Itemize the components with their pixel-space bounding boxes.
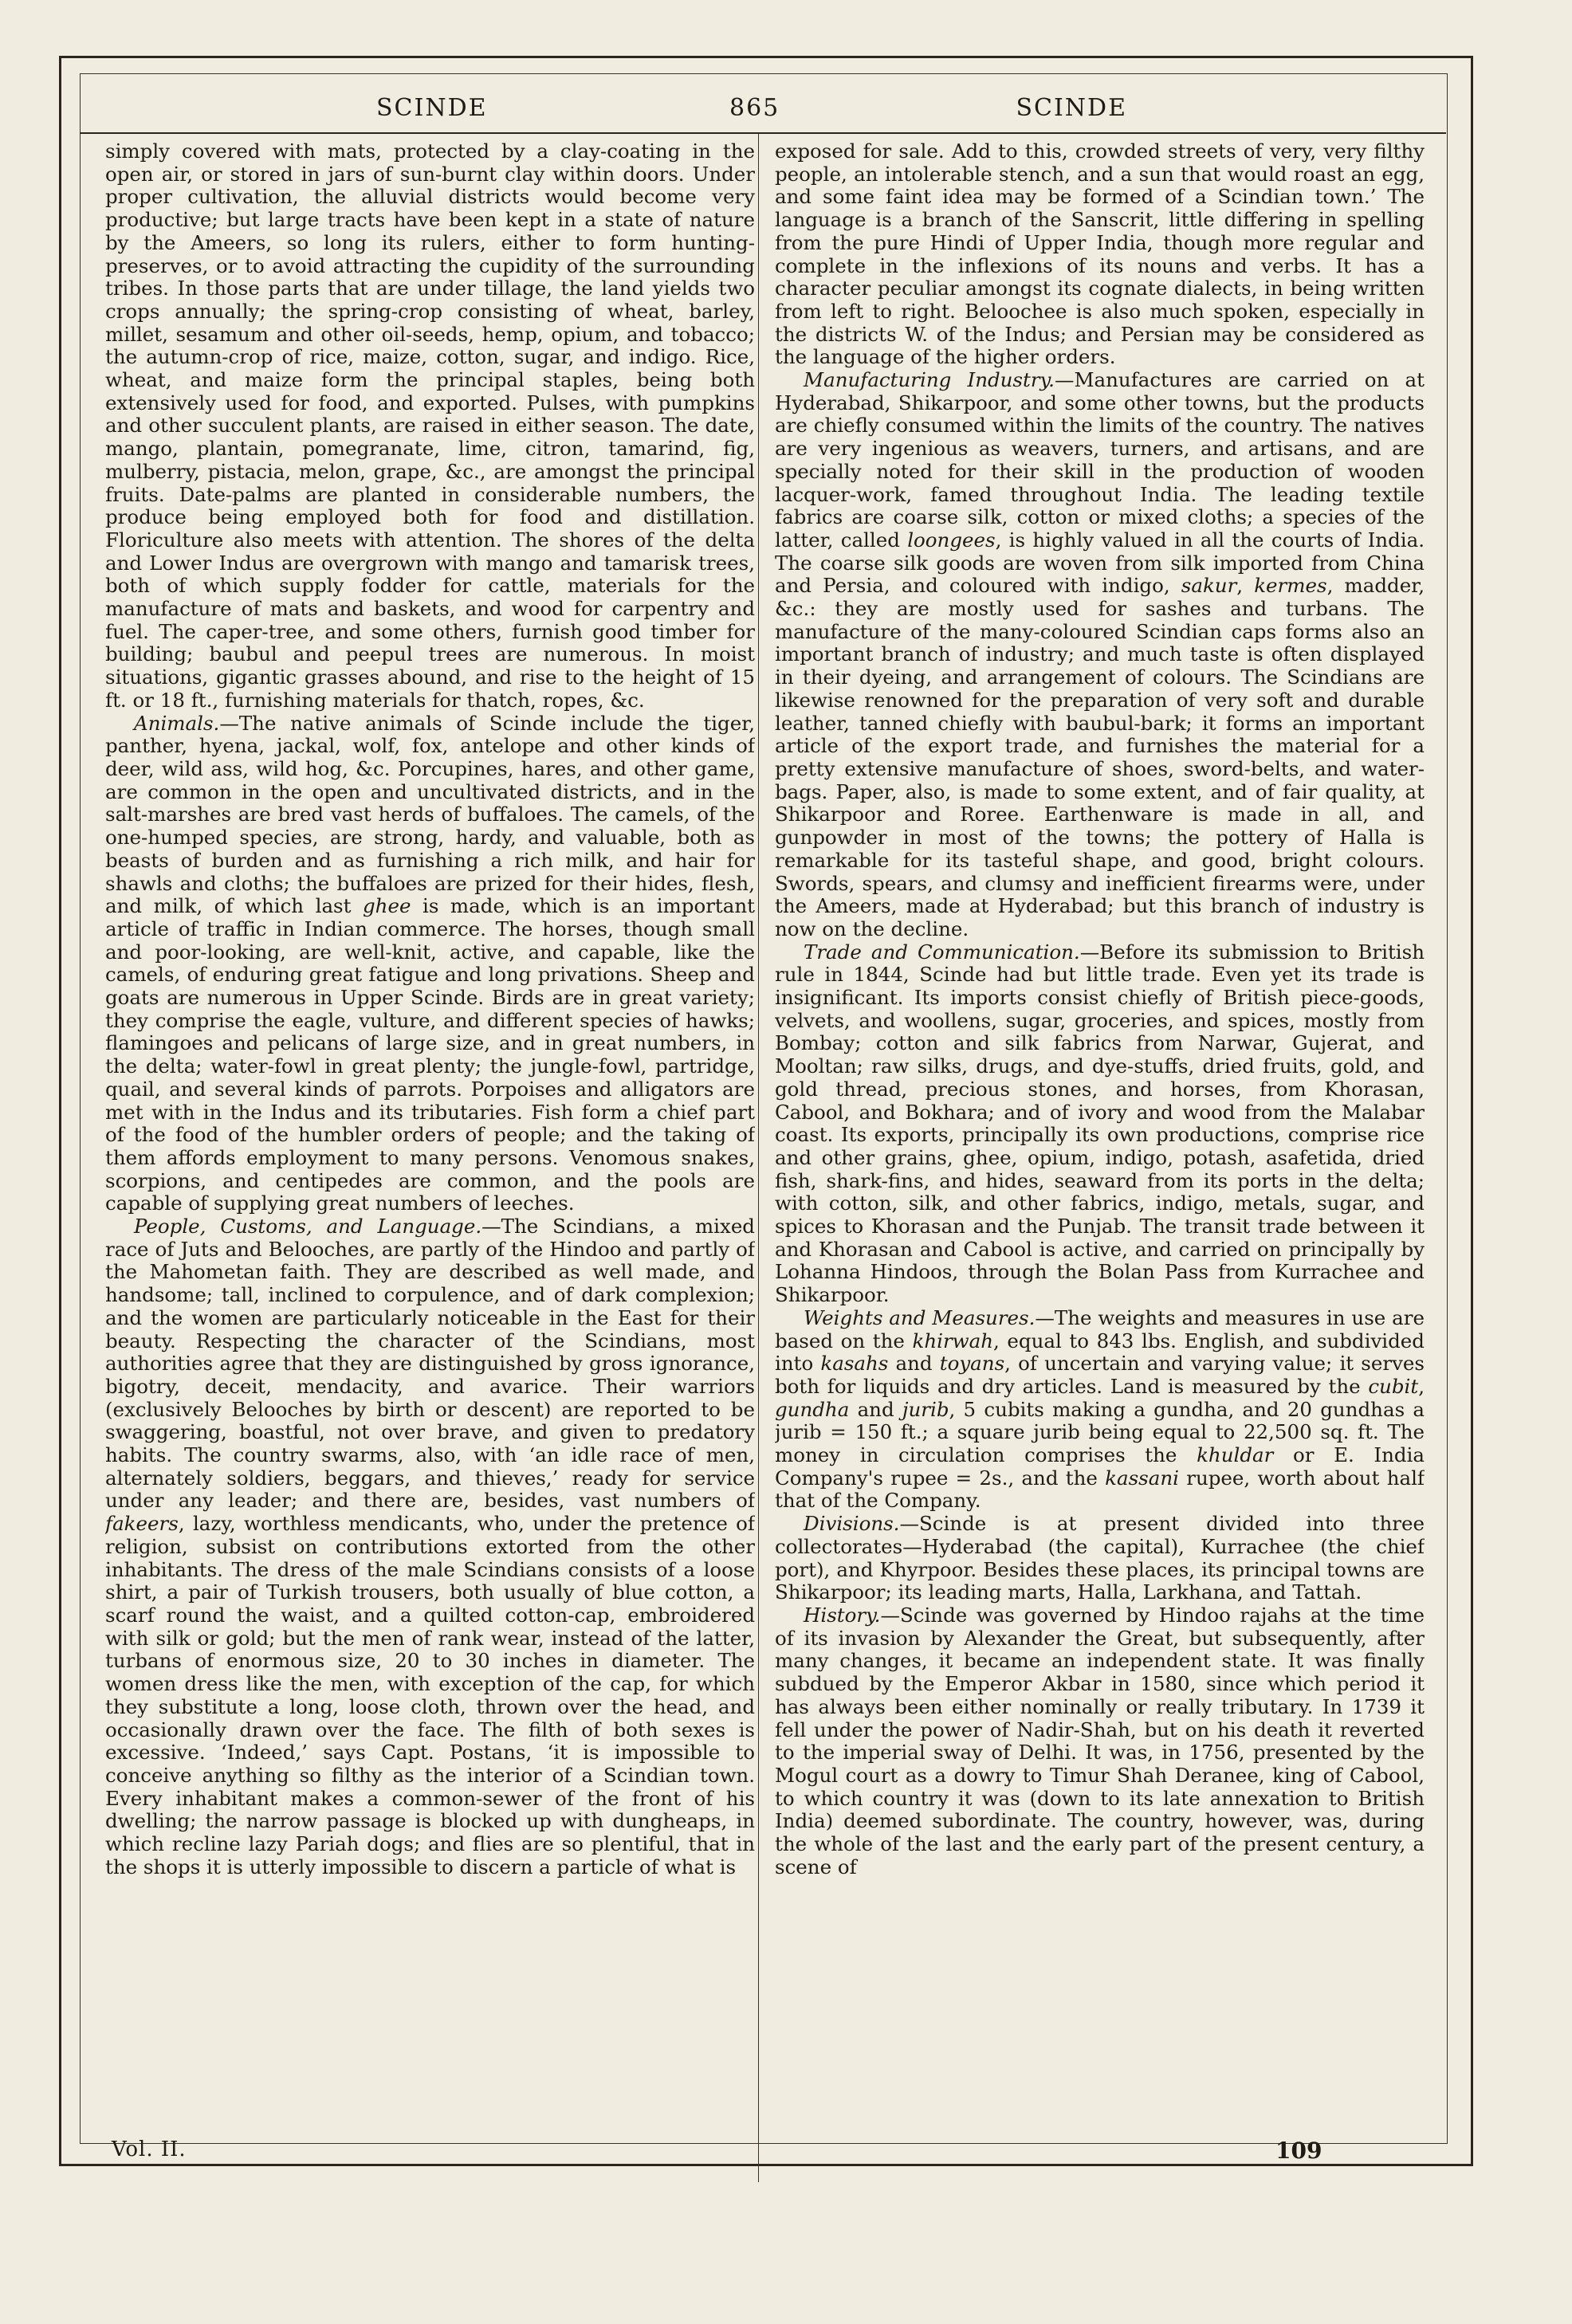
left-column bbox=[105, 140, 755, 2165]
paragraph-agriculture: simply covered with mats, protected by a clay-coating in the open air, or stored in jars of sun-burnt clay within doors. Under proper cultivation, the alluvial districts would become very productive; but large tracts have been kept in a state of nature by the Ameers, so long its rulers, either to form hunting-preserves, or to avoid attracting the cupidity of the surrounding tribes. In those parts that are under tillage, the land yields two crops annually; the spring-crop consisting of wheat, barley, millet, sesamum and other oil-seeds, hemp, opium, and tobacco; the autumn-crop of rice, maize, cotton, sugar, and indigo. Rice, wheat, and maize form the principal staples, being both extensively used for food, and exported. Pulses, with pumpkins and other succulent plants, are raised in either season. The date, mango, plantain, pomegranate, lime, citron, tamarind, fig, mulberry, pistacia, melon, grape, &c., are amongst the principal fruits. Date-palms are planted in considerable numbers, the produce being employed both for food and distillation. Floriculture also meets with attention. The shores of the delta and Lower Indus are overgrown with mango and tamarisk trees, both of which supply fodder for cattle, materials for the manufacture of mats and baskets, and wood for carpentry and fuel. The caper-tree, and some others, furnish good timber for building; baubul and peepul trees are numerous. In moist situations, gigantic grasses abound, and rise to the height of 15 ft. or 18 ft., furnishing materials for thatch, ropes, &c. bbox=[105, 140, 755, 712]
paragraph-animals: Animals.—The native animals of Scinde include the tiger, panther, hyena, jackal, wolf, fox, antelope and other kinds of deer, wild ass, wild hog, &c. Porcupines, hares, and other game, are common in the open and uncultivated districts, and in the salt-marshes are bred vast herds of buffaloes. The camels, of the one-humped species, are strong, hardy, and valuable, both as beasts of burden and as furnishing a rich milk, and hair for shawls and cloths; the buffaloes are prized for their hides, flesh, and milk, of which last ghee is made, which is an important article of traffic in Indian commerce. The horses, though small and poor-looking, are well-knit, active, and capable, like the camels, of enduring great fatigue and long privations. Sheep and goats are numerous in Upper Scinde. Birds are in great variety; they comprise the eagle, vulture, and different species of hawks; flamingoes and pelicans of large size, and in great numbers, in the delta; water-fowl in great plenty; the jungle-fowl, partridge, quail, and several kinds of parrots. Porpoises and alligators are met with in the Indus and its tributaries. Fish form a chief part of the food of the humbler orders of people; and the taking of them affords employment to many persons. Venomous snakes, scorpions, and centipedes are common, and the pools are capable of supplying great numbers of leeches. bbox=[105, 711, 755, 1215]
right-column bbox=[775, 140, 1425, 2165]
running-header bbox=[80, 88, 1446, 128]
section-heading-weights: Weights and Measures. bbox=[804, 1305, 1036, 1329]
section-heading-manufacturing: Manufacturing Industry. bbox=[804, 368, 1055, 392]
section-heading-animals: Animals. bbox=[134, 711, 220, 735]
volume-label: Vol. II. bbox=[112, 2138, 187, 2161]
paragraph-history: History.—Scinde was governed by Hindoo rajahs at the time of its invasion by Alexander the Great, but subsequently, after many changes, it became an independent state. It was finally subdued by the Emperor Akbar in 1580, since which period it has always been either nominally or really tributary. In 1739 it fell under the power of Nadir-Shah, but on his death it reverted to the imperial sway of Delhi. It was, in 1756, presented by the Mogul court as a dowry to Timur Shah Deranee, king of Cabool, to which country it was (down to its late annexation to British India) deemed subordinate. The country, however, was, during the whole of the last and the early part of the present century, a scene of bbox=[775, 1604, 1425, 1878]
header-right-title: SCINDE bbox=[1016, 93, 1127, 122]
section-heading-people: People, Customs, and Language. bbox=[134, 1215, 482, 1239]
column-divider bbox=[758, 134, 759, 2182]
paragraph-language: exposed for sale. Add to this, crowded streets of very, very filthy people, an intolerable stench, and a sun that would roast an egg, and some faint idea may be formed of a Scindian town.’ The language is a branch of the Sanscrit, little differing in spelling from the pure Hindi of Upper India, though more regular and complete in the inflexions of its nouns and verbs. It has a character peculiar amongst its cognate dialects, in being written from left to right. Beloochee is also much spoken, especially in the districts W. of the Indus; and Persian may be considered as the language of the higher orders. bbox=[775, 140, 1425, 369]
paragraph-people: People, Customs, and Language.—The Scindians, a mixed race of Juts and Belooches, are partly of the Hindoo and partly of the Mahometan faith. They are described as well made, and handsome; tall, inclined to corpulence, and of dark complexion; and the women are particularly noticeable in the East for their beauty. Respecting the character of the Scindians, most authorities agree that they are distinguished by gross ignorance, bigotry, deceit, mendacity, and avarice. Their warriors (exclusively Belooches by birth or descent) are reported to be swaggering, boastful, not over brave, and given to predatory habits. The country swarms, also, with ‘an idle race of men, alternately soldiers, beggars, and thieves,’ ready for service under any leader; and there are, besides, vast numbers of fakeers, lazy, worthless mendicants, who, under the pretence of religion, subsist on contributions extorted from the other inhabitants. The dress of the male Scindians consists of a loose shirt, a pair of Turkish trousers, both usually of blue cotton, a scarf round the waist, and a quilted cotton-cap, embroidered with silk or gold; but the men of rank wear, instead of the latter, turbans of enormous size, 20 to 30 inches in diameter. The women dress like the men, with exception of the cap, for which they substitute a long, loose cloth, thrown over the head, and occasionally drawn over the face. The filth of both sexes is excessive. ‘Indeed,’ says Capt. Postans, ‘it is impossible to conceive anything so filthy as the interior of a Scindian town. Every inhabitant makes a common-sewer of the front of his dwelling; the narrow passage is blocked up with dungheaps, in which recline lazy Pariah dogs; and flies are so plentiful, that in the shops it is utterly impossible to discern a particle of what is bbox=[105, 1215, 755, 1878]
section-heading-divisions: Divisions. bbox=[804, 1512, 900, 1536]
signature-mark: 109 bbox=[1275, 2138, 1322, 2164]
section-heading-history: History. bbox=[804, 1604, 881, 1627]
paragraph-trade: Trade and Communication.—Before its submission to British rule in 1844, Scinde had but little trade. Even yet its trade is insignificant. Its imports consist chiefly of British piece-goods, velvets, and woollens, sugar, groceries, and spices, mostly from Bombay; cotton and silk fabrics from Narwar, Gujerat, and Mooltan; raw silks, drugs, and dye-stuffs, dried fruits, gold, and gold thread, precious stones, and horses, from Khorasan, Cabool, and Bokhara; and of ivory and wood from the Malabar coast. Its exports, principally its own productions, comprise rice and other grains, ghee, opium, indigo, potash, asafetida, dried fish, shark-fins, and hides, seaward from its ports in the delta; with cotton, silk, and other fabrics, indigo, metals, sugar, and spices to Khorasan and the Punjab. The transit trade between it and Khorasan and Cabool is active, and carried on principally by Lohanna Hindoos, through the Bolan Pass from Kurrachee and Shikarpoor. bbox=[775, 940, 1425, 1307]
header-rule bbox=[80, 132, 1446, 134]
header-left-title: SCINDE bbox=[376, 93, 488, 122]
page-number: 865 bbox=[729, 93, 780, 122]
section-heading-trade: Trade and Communication. bbox=[804, 940, 1080, 964]
paragraph-weights: Weights and Measures.—The weights and measures in use are based on the khirwah, equal to 843 lbs. English, and subdivided into kasahs and toyans, of uncertain and varying value; it serves both for liquids and dry articles. Land is measured by the cubit, gundha and jurib, 5 cubits making a gundha, and 20 gundhas a jurib = 150 ft.; a square jurib being equal to 22,500 sq. ft. The money in circulation comprises the khuldar or E. India Company's rupee = 2s., and the kassani rupee, worth about half that of the Company. bbox=[775, 1305, 1425, 1513]
paragraph-manufacturing: Manufacturing Industry.—Manufactures are carried on at Hyderabad, Shikarpoor, and some other towns, but the products are chiefly consumed within the limits of the country. The natives are very ingenious as weavers, turners, and artisans, and are specially noted for their skill in the production of wooden lacquer-work, famed throughout India. The leading textile fabrics are coarse silk, cotton or mixed cloths; a species of the latter, called loongees, is highly valued in all the courts of India. The coarse silk goods are woven from silk imported from China and Persia, and coloured with indigo, sakur, kermes, madder, &c.: they are mostly used for sashes and turbans. The manufacture of the many-coloured Scindian caps forms also an important branch of industry; and much taste is often displayed in their dyeing, and arrangement of colours. The Scindians are likewise renowned for the preparation of very soft and durable leather, tanned chiefly with baubul-bark; it forms an important article of the export trade, and furnishes the material for a pretty extensive manufacture of shoes, sword-belts, and water-bags. Paper, also, is made to some extent, and of fair quality, at Shikarpoor and Roree. Earthenware is made in all, and gunpowder in most of the towns; the pottery of Halla is remarkable for its tasteful shape, and good, bright colours. Swords, spears, and clumsy and inefficient firearms were, under the Ameers, made at Hyderabad; but this branch of industry is now on the decline. bbox=[775, 368, 1425, 940]
paragraph-divisions: Divisions.—Scinde is at present divided into three collectorates—Hyderabad (the capital), Kurrachee (the chief port), and Khyrpoor. Besides these places, its principal towns are Shikarpoor; its leading marts, Halla, Larkhana, and Tattah. bbox=[775, 1512, 1425, 1604]
